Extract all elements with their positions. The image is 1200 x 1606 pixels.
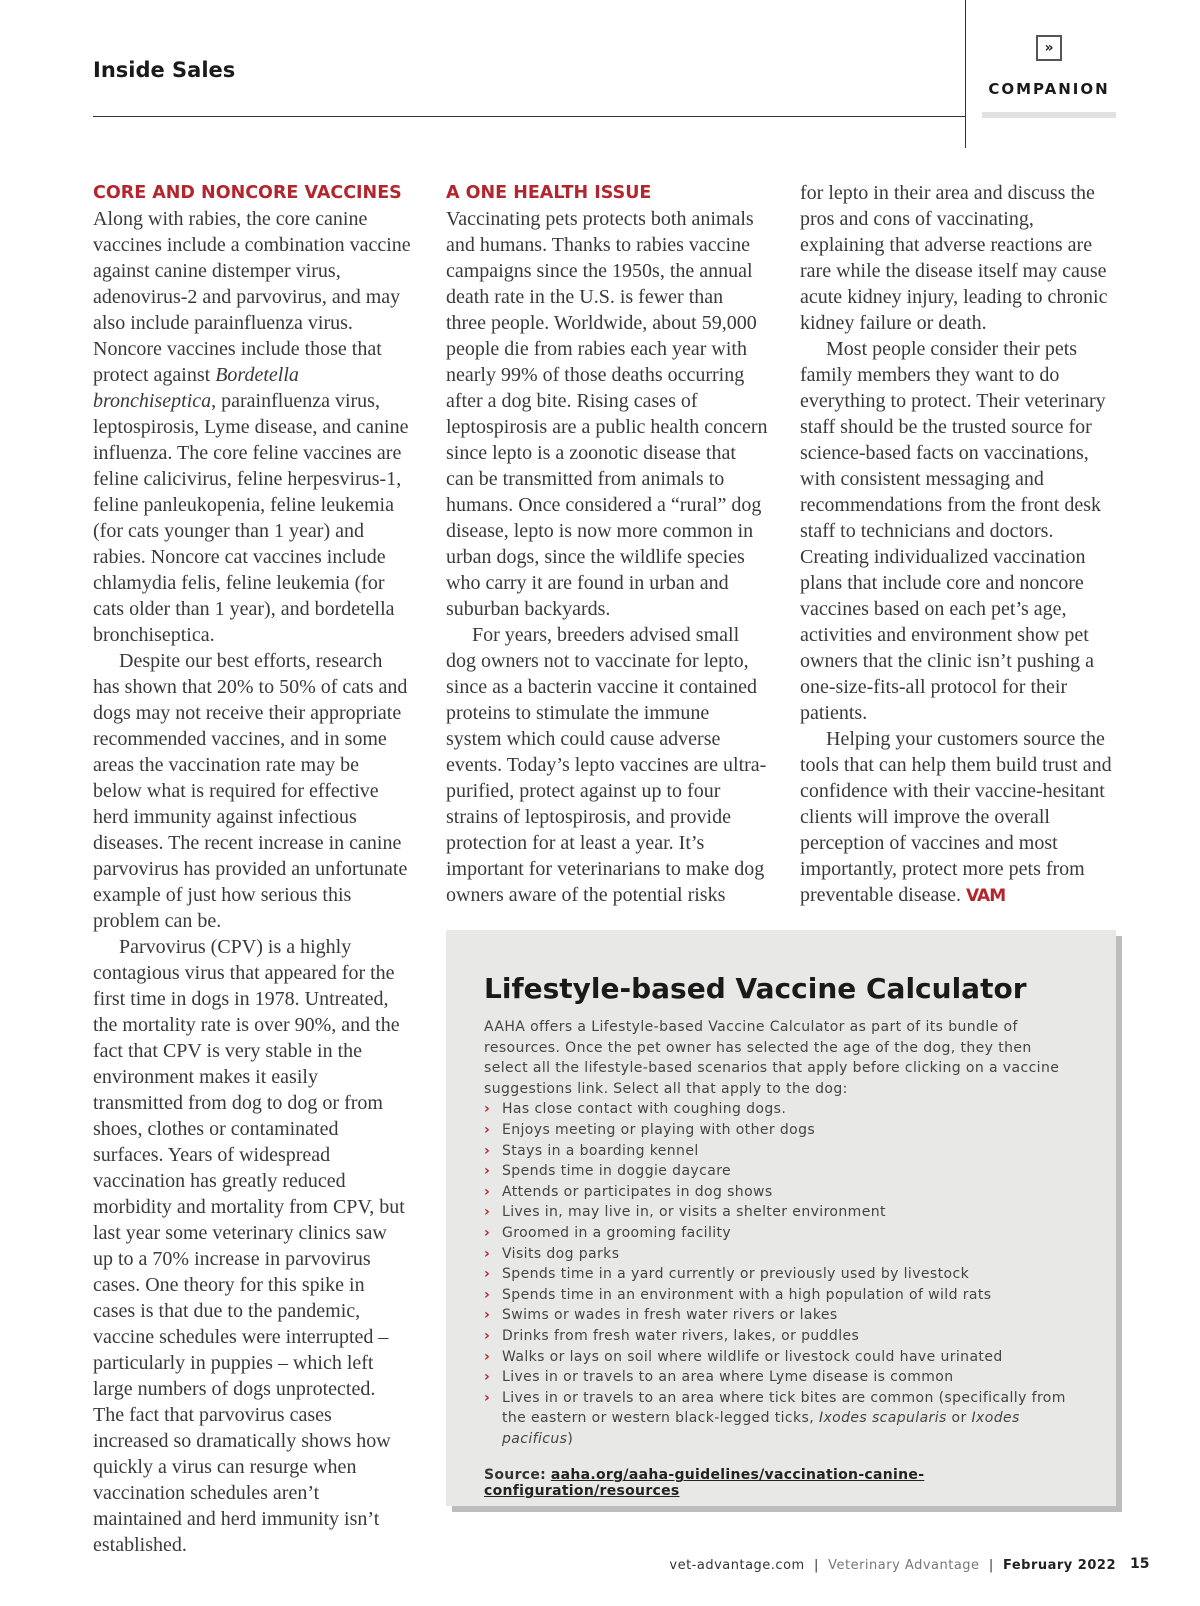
footer-site[interactable]: vet-advantage.com xyxy=(669,1558,805,1573)
col2-paragraph-2: For years, breeders advised small dog owners not to vaccinate for lepto, since as a bacterin vaccine it contained proteins to stimulate the immune system which could cause adverse events. Today’s lepto vaccines are ultra-purified, protect against up to four strains of leptospirosis, and provide protection for at least a year. It’s important for veterinarians to make dog owners aware of the potential risks xyxy=(446,624,767,906)
list-item: › Walks or lays on soil where wildlife or livestock could have urinated xyxy=(484,1347,1078,1368)
heading-one-health: A ONE HEALTH ISSUE xyxy=(446,183,652,203)
sidebar-intro: AAHA offers a Lifestyle-based Vaccine Calculator as part of its bundle of resources. Once the pet owner has selected the age of the dog, they then select all the lifestyle-based scenarios that apply before clicking on a vaccine suggestions link. Select all that apply to the dog: xyxy=(484,1019,1060,1097)
double-chevron-down-icon[interactable]: » xyxy=(1036,35,1062,61)
section-title: Inside Sales xyxy=(93,58,236,82)
vaccine-calculator-sidebar xyxy=(446,930,1116,1506)
heading-core-noncore: CORE AND NONCORE VACCINES xyxy=(93,183,402,203)
col3-paragraph-3: Helping your customers source the tools that can help them build trust and confidence with their vaccine-hesitant clients will improve the overall perception of vaccines and most importantly, protect more pets from preventable disease. VAM xyxy=(800,728,1112,906)
footer-publication: Veterinary Advantage xyxy=(828,1558,980,1573)
page-number: 15 xyxy=(1130,1556,1150,1572)
col1-paragraph-3: Parvovirus (CPV) is a highly contagious virus that appeared for the first time in dogs in 1978. Untreated, the mortality rate is over 90%, and the fact that CPV is very stable in the environment makes it easily transmitted from dog to dog or from shoes, clothes or contaminated surfaces. Years of widespread vaccination has greatly reduced morbidity and mortality from CPV, but last year some veterinary clinics saw up to a 70% increase in parvovirus cases. One theory for this spike in cases is that due to the pandemic, vaccine schedules were interrupted – particularly in puppies – which left large numbers of dogs unprotected. The fact that parvovirus cases increased so dramatically shows how quickly a virus can resurge when vaccination schedules aren’t maintained and herd immunity isn’t established. xyxy=(93,936,405,1556)
vam-end-mark: VAM xyxy=(966,886,1006,906)
column-1 xyxy=(93,180,411,1558)
list-item: › Enjoys meeting or playing with other dogs xyxy=(484,1120,1078,1141)
list-item: › Lives in, may live in, or visits a shelter environment xyxy=(484,1202,1078,1223)
list-item: › Visits dog parks xyxy=(484,1244,1078,1265)
chevron-right-icon: › xyxy=(484,1369,491,1386)
lifestyle-list xyxy=(484,1099,1078,1449)
list-item: › Spends time in an environment with a high population of wild rats xyxy=(484,1285,1078,1306)
column-2 xyxy=(446,180,768,908)
footer xyxy=(669,1558,1116,1573)
header-rule xyxy=(93,116,965,117)
list-item: › Spends time in doggie daycare xyxy=(484,1161,1078,1182)
col3-paragraph-2: Most people consider their pets family members they want to do everything to protect. Their veterinary staff should be the trusted source for science-based facts on vaccinations, with consistent messaging and recommendations from the front desk staff to technicians and doctors. Creating individualized vaccination plans that include core and noncore vaccines based on each pet’s age, activities and environment show pet owners that the clinic isn’t pushing a one-size-fits-all protocol for their patients. xyxy=(800,338,1106,724)
list-item: › Has close contact with coughing dogs. xyxy=(484,1099,1078,1120)
list-item: › Swims or wades in fresh water rivers or lakes xyxy=(484,1305,1078,1326)
chevron-right-icon: › xyxy=(484,1224,491,1241)
chevron-right-icon: › xyxy=(484,1266,491,1283)
list-item: › Stays in a boarding kennel xyxy=(484,1141,1078,1162)
col2-paragraph-1: Vaccinating pets protects both animals and humans. Thanks to rabies vaccine campaigns since the 1950s, the annual death rate in the U.S. is fewer than three people. Worldwide, about 59,000 people die from rabies each year with nearly 99% of those deaths occurring after a dog bite. Rising cases of leptospirosis are a public health concern since lepto is a zoonotic disease that can be transmitted from animals to humans. Once considered a “rural” dog disease, lepto is now more common in urban dogs, since the wildlife species who carry it are found in urban and suburban backyards. xyxy=(446,208,768,620)
col1-paragraph-2: Despite our best efforts, research has shown that 20% to 50% of cats and dogs may not receive their appropriate recommended vaccines, and in some areas the vaccination rate may be below what is required for effective herd immunity against infectious diseases. The recent increase in canine parvovirus has provided an unfortunate example of just how serious this problem can be. xyxy=(93,650,408,932)
col3-paragraph-1: for lepto in their area and discuss the pros and cons of vaccinating, explaining that adverse reactions are rare while the disease itself may cause acute kidney injury, leading to chronic kidney failure or death. xyxy=(800,182,1108,334)
chevron-right-icon: › xyxy=(484,1245,491,1262)
companion-label: COMPANION xyxy=(988,80,1110,98)
list-item: › Attends or participates in dog shows xyxy=(484,1182,1078,1203)
companion-bar xyxy=(982,112,1116,118)
source-label: Source: xyxy=(484,1467,547,1484)
sidebar-source xyxy=(484,1467,1078,1499)
chevron-right-icon: › xyxy=(484,1204,491,1221)
chevron-right-icon: › xyxy=(484,1121,491,1138)
chevron-right-icon: › xyxy=(484,1142,491,1159)
list-item: › Drinks from fresh water rivers, lakes, or puddles xyxy=(484,1326,1078,1347)
footer-separator: | xyxy=(988,1558,994,1573)
header-vertical-rule xyxy=(965,0,966,148)
footer-date: February 2022 xyxy=(1002,1558,1116,1573)
list-item: › Lives in or travels to an area where tick bites are common (specifically from the eastern or western black-legged ticks, Ixodes scapularis or Ixodes pacificus) xyxy=(484,1389,1066,1447)
column-3 xyxy=(800,180,1122,909)
chevron-right-icon: › xyxy=(484,1327,491,1344)
col1-paragraph-1: Along with rabies, the core canine vaccines include a combination vaccine against canine distemper virus, adenovirus-2 and parvovirus, and may also include parainfluenza virus. Noncore vaccines include those that protect against Bordetella bronchiseptica, parainfluenza virus, leptospirosis, Lyme disease, and canine influenza. The core feline vaccines are feline calicivirus, feline herpesvirus-1, feline panleukopenia, feline leukemia (for cats younger than 1 year) and rabies. Noncore cat vaccines include chlamydia felis, feline leukemia (for cats older than 1 year), and bordetella bronchiseptica. xyxy=(93,208,411,646)
chevron-right-icon: › xyxy=(484,1307,491,1324)
chevron-right-icon: › xyxy=(484,1183,491,1200)
chevron-right-icon: › xyxy=(484,1101,491,1118)
chevron-right-icon: › xyxy=(484,1286,491,1303)
chevron-right-icon: › xyxy=(484,1348,491,1365)
sidebar-title: Lifestyle-based Vaccine Calculator xyxy=(484,972,1027,1005)
list-item: › Spends time in a yard currently or previously used by livestock xyxy=(484,1264,1078,1285)
chevron-right-icon: › xyxy=(484,1389,491,1406)
footer-separator: | xyxy=(813,1558,819,1573)
list-item: › Groomed in a grooming facility xyxy=(484,1223,1078,1244)
bordetella-italic: Bordetella bronchiseptica xyxy=(93,364,299,412)
list-item: › Lives in or travels to an area where Lyme disease is common xyxy=(484,1367,1078,1388)
source-link[interactable]: aaha.org/aaha-guidelines/vaccination-canine-configuration/resources xyxy=(484,1467,925,1500)
chevron-right-icon: › xyxy=(484,1163,491,1180)
